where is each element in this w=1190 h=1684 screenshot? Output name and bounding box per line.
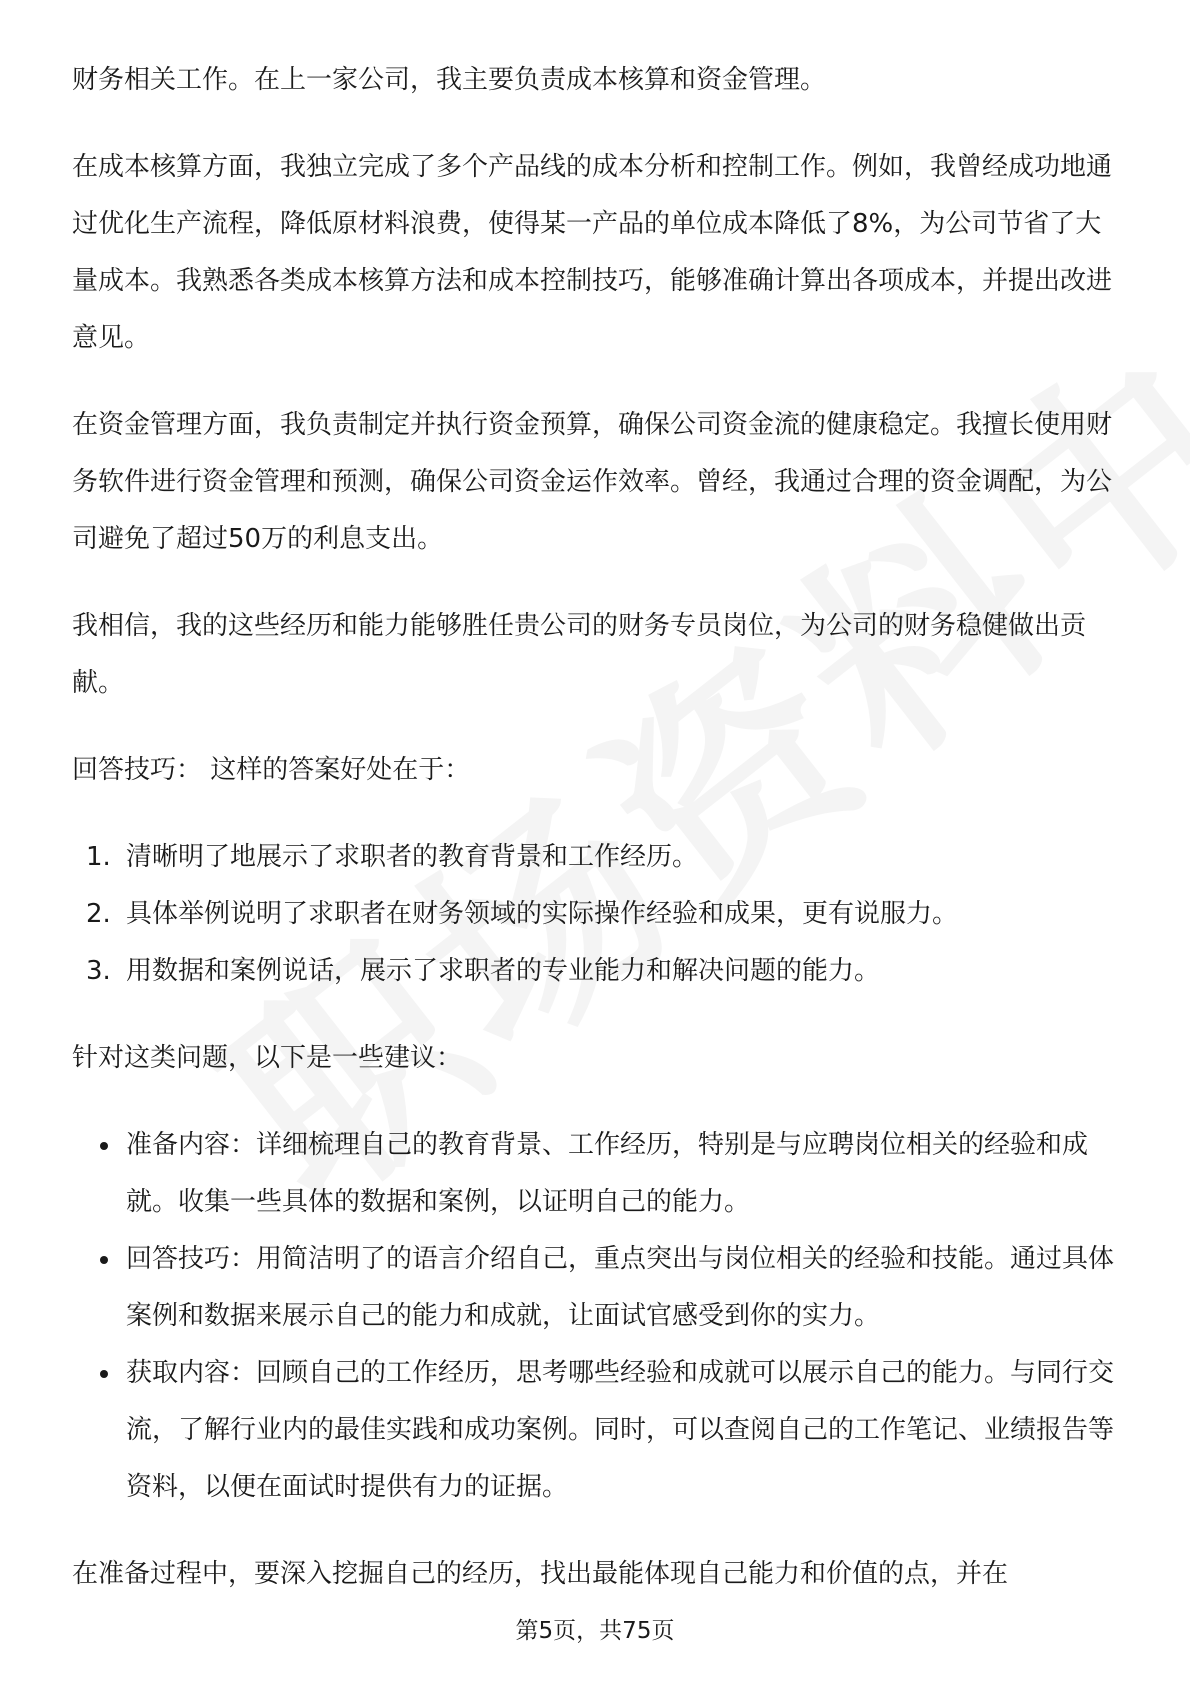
list-item-number: 1. [86,842,111,872]
bullet-icon [100,1370,108,1378]
list-item-text: 清晰明了地展示了求职者的教育背景和工作经历。 [126,842,699,872]
page-number-footer: 第5页，共75页 [515,1618,675,1644]
list-item [72,829,1122,886]
list-item [72,886,1122,943]
paragraph-cost-accounting: 在成本核算方面，我独立完成了多个产品线的成本分析和控制工作。例如，我曾经成功地通过优化生产流程，降低原材料浪费，使得某一产品的单位成本降低了8%，为公司节省了大量成本。我熟悉各类成本核算方法和成本控制技巧，能够准确计算出各项成本，并提出改进意见。 [72,152,1113,353]
list-item-text: 回答技巧：用简洁明了的语言介绍自己，重点突出与岗位相关的经验和技能。通过具体案例和数据来展示自己的能力和成就，让面试官感受到你的实力。 [126,1244,1115,1331]
paragraph-suggestions-heading: 针对这类问题，以下是一些建议： [72,1043,463,1073]
bullet-list [72,1117,1122,1516]
paragraph-answer-tips-heading: 回答技巧： 这样的答案好处在于： [72,755,471,785]
list-item [72,1117,1122,1231]
list-item-number: 3. [86,956,111,986]
list-item-text: 获取内容：回顾自己的工作经历，思考哪些经验和成就可以展示自己的能力。与同行交流，了解行业内的最佳实践和成功案例。同时，可以查阅自己的工作笔记、业绩报告等资料，以便在面试时提供有力的证据。 [126,1358,1115,1502]
page-content [72,52,1122,1633]
numbered-list [72,829,1122,1000]
bullet-icon [100,1142,108,1150]
paragraph-fund-management: 在资金管理方面，我负责制定并执行资金预算，确保公司资金流的健康稳定。我擅长使用财务软件进行资金管理和预测，确保公司资金运作效率。曾经，我通过合理的资金调配，为公司避免了超过50万的利息支出。 [72,410,1113,554]
bullet-icon [100,1256,108,1264]
paragraph-preparation: 在准备过程中，要深入挖掘自己的经历，找出最能体现自己能力和价值的点，并在 [72,1559,1009,1589]
list-item-number: 2. [86,899,111,929]
list-item [72,943,1122,1000]
list-item-text: 准备内容：详细梳理自己的教育背景、工作经历，特别是与应聘岗位相关的经验和成就。收集一些具体的数据和案例，以证明自己的能力。 [126,1130,1089,1217]
list-item [72,1231,1122,1345]
list-item-text: 具体举例说明了求职者在财务领域的实际操作经验和成果，更有说服力。 [126,899,959,929]
paragraph-intro-continued: 财务相关工作。在上一家公司，我主要负责成本核算和资金管理。 [72,65,827,95]
list-item [72,1345,1122,1516]
list-item-text: 用数据和案例说话，展示了求职者的专业能力和解决问题的能力。 [126,956,881,986]
paragraph-conclusion: 我相信，我的这些经历和能力能够胜任贵公司的财务专员岗位，为公司的财务稳健做出贡献。 [72,611,1087,698]
